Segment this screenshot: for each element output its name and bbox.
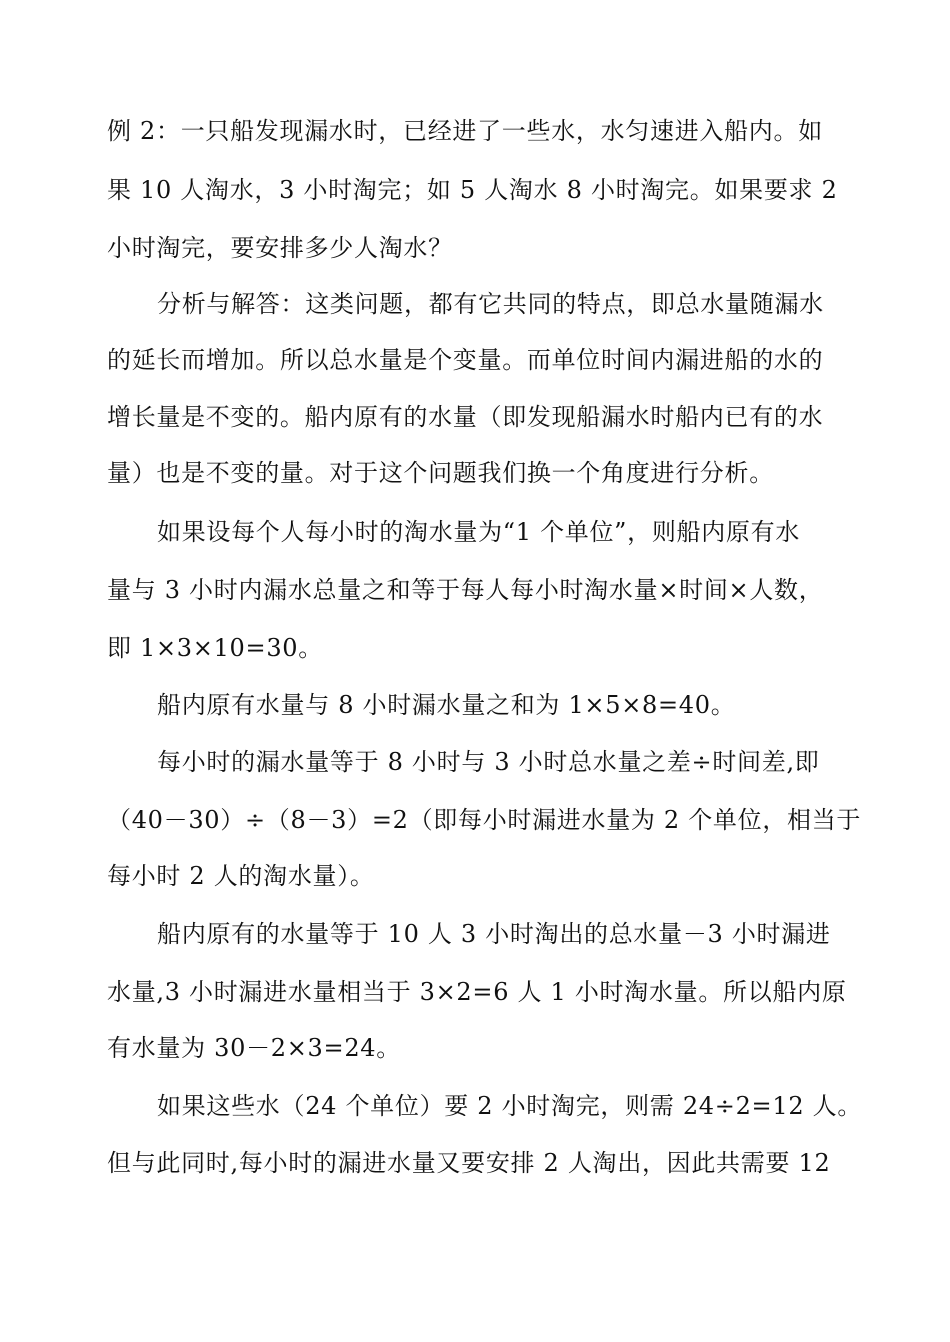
text-line: 的延长而增加。所以总水量是个变量。而单位时间内漏进船的水的 (107, 346, 824, 374)
text-line: 量）也是不变的量。对于这个问题我们换一个角度进行分析。 (107, 459, 774, 487)
text-line: 水量,3 小时漏进水量相当于 3×2=6 人 1 小时淘水量。所以船内原 (107, 978, 847, 1006)
text-line: 船内原有水量与 8 小时漏水量之和为 1×5×8=40。 (157, 691, 736, 719)
text-line: 量与 3 小时内漏水总量之和等于每人每小时淘水量×时间×人数， (107, 576, 824, 604)
text-line: 有水量为 30－2×3=24。 (107, 1034, 401, 1062)
text-line: 每小时 2 人的淘水量）。 (107, 862, 375, 890)
text-line: 小时淘完，要安排多少人淘水？ (107, 234, 453, 262)
text-line: 分析与解答：这类问题，都有它共同的特点，即总水量随漏水 (157, 290, 824, 318)
text-line: 增长量是不变的。船内原有的水量（即发现船漏水时船内已有的水 (107, 403, 824, 431)
text-line: 即 1×3×10=30。 (107, 634, 323, 662)
text-line: 例 2：一只船发现漏水时，已经进了一些水，水匀速进入船内。如 (107, 117, 823, 145)
text-line: 每小时的漏水量等于 8 小时与 3 小时总水量之差÷时间差,即 (157, 748, 820, 776)
text-line: 果 10 人淘水，3 小时淘完；如 5 人淘水 8 小时淘完。如果要求 2 (107, 176, 838, 204)
text-line: 如果这些水（24 个单位）要 2 小时淘完，则需 24÷2=12 人。 (157, 1092, 863, 1120)
text-line: 但与此同时,每小时的漏进水量又要安排 2 人淘出，因此共需要 12 (107, 1149, 831, 1177)
text-line: 船内原有的水量等于 10 人 3 小时淘出的总水量－3 小时漏进 (157, 920, 831, 948)
text-line: （40－30）÷（8－3）=2（即每小时漏进水量为 2 个单位，相当于 (107, 806, 862, 834)
text-line: 如果设每个人每小时的淘水量为“1 个单位”，则船内原有水 (157, 518, 801, 546)
